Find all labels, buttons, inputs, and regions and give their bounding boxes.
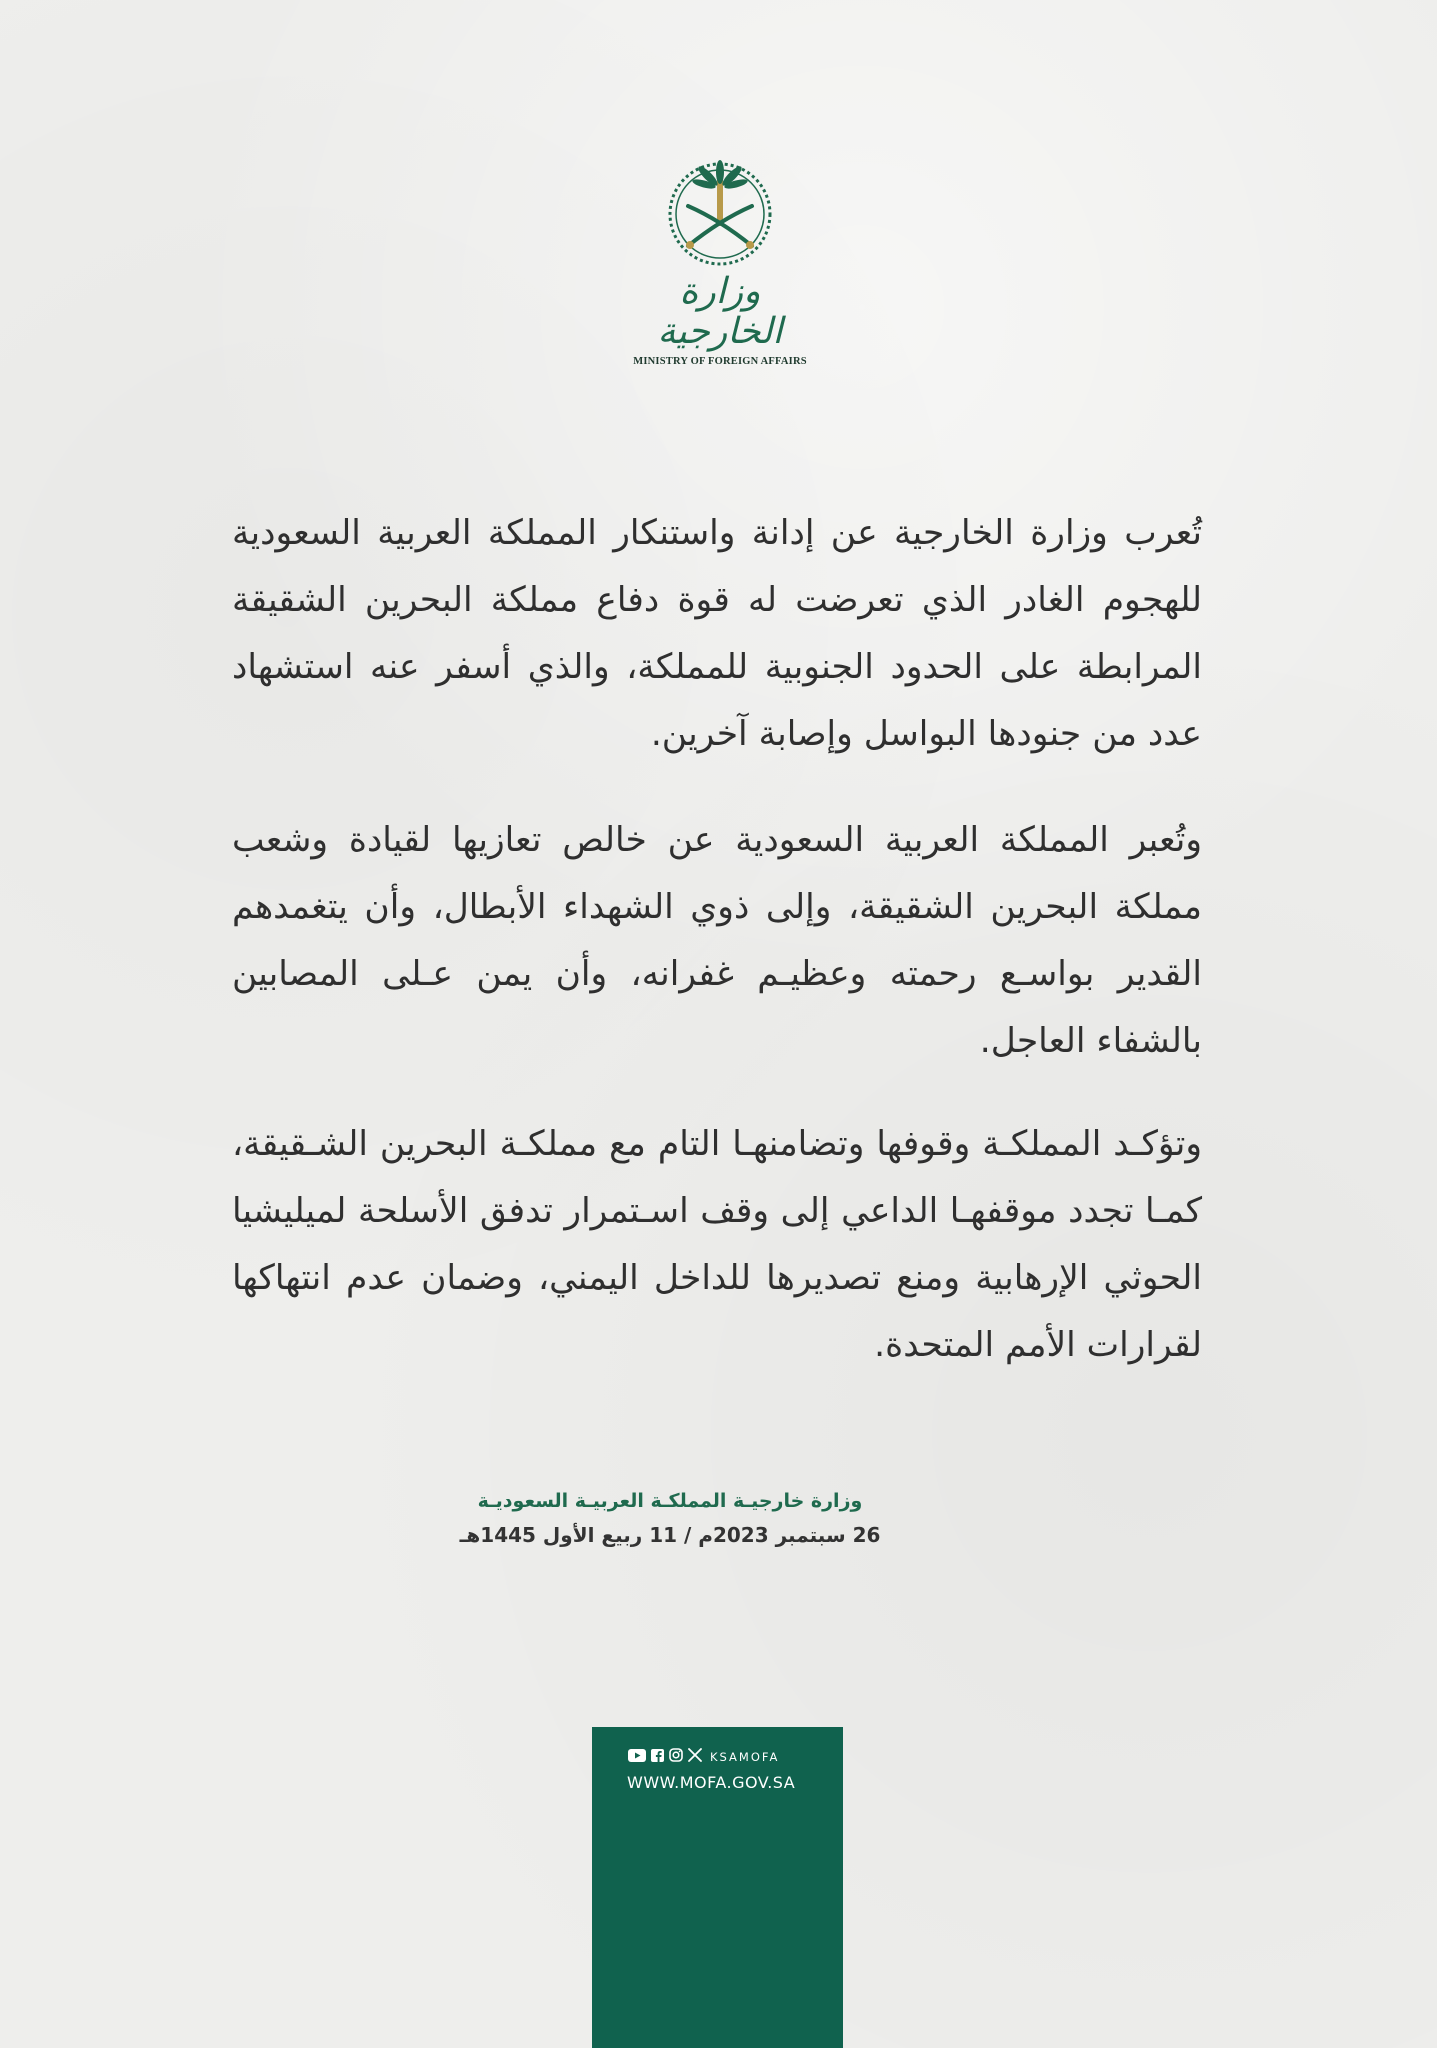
youtube-icon[interactable] — [628, 1747, 646, 1766]
website-link[interactable]: WWW.MOFA.GOV.SA — [627, 1773, 796, 1792]
social-handle: KSAMOFA — [710, 1749, 780, 1764]
contact-footer — [592, 1727, 843, 2048]
ministry-logo — [620, 150, 820, 367]
ministry-name-english: MINISTRY OF FOREIGN AFFAIRS — [633, 356, 807, 367]
statement-paragraph-1: تُعرب وزارة الخارجية عن إدانة واستنكار المملكة العربية السعودية للهجوم الغادر الذي تعرضت له قوة دفاع مملكة البحرين الشقيقة المرابطة على الحدود الجنوبية للمملكة، والذي أسفر عنه استشهاد عدد من جنودها البواسل وإصابة آخرين. — [232, 513, 1202, 754]
issuer-name: وزارة خارجيـة المملكـة العربيـة السعوديـة — [477, 1490, 863, 1512]
statement-paragraph-3: وتؤكـد المملكـة وقوفها وتضامنهـا التام مع مملكـة البحرين الشـقيقة، كمـا تجدد موقفهـا الداعي إلى وقف اسـتمرار تدفق الأسلحة لميليشيا الحوثي الإرهابية ومنع تصديرها للداخل اليمني، وضمان عدم انتهاكها لقرارات الأمم المتحدة. — [232, 1124, 1202, 1365]
social-links — [628, 1747, 779, 1766]
saudi-emblem-icon — [660, 150, 780, 270]
signature-block — [400, 1484, 940, 1552]
instagram-icon[interactable] — [669, 1747, 683, 1766]
ministry-name-arabic: وزارة الخارجية — [657, 271, 783, 352]
x-icon[interactable] — [688, 1747, 702, 1766]
statement-paragraph-2: وتُعبر المملكة العربية السعودية عن خالص تعازيها لقيادة وشعب مملكة البحرين الشقيقة، وإلى ذوي الشهداء الأبطال، وأن يتغمدهم القدير بواسـع رحمته وعظيـم غفرانه، وأن يمن عـلى المصابين بالشفاء العاجل. — [232, 820, 1202, 1061]
statement-date: 26 سبتمبر 2023م / 11 ربيع الأول 1445هـ — [459, 1523, 881, 1547]
facebook-icon[interactable] — [651, 1747, 664, 1766]
